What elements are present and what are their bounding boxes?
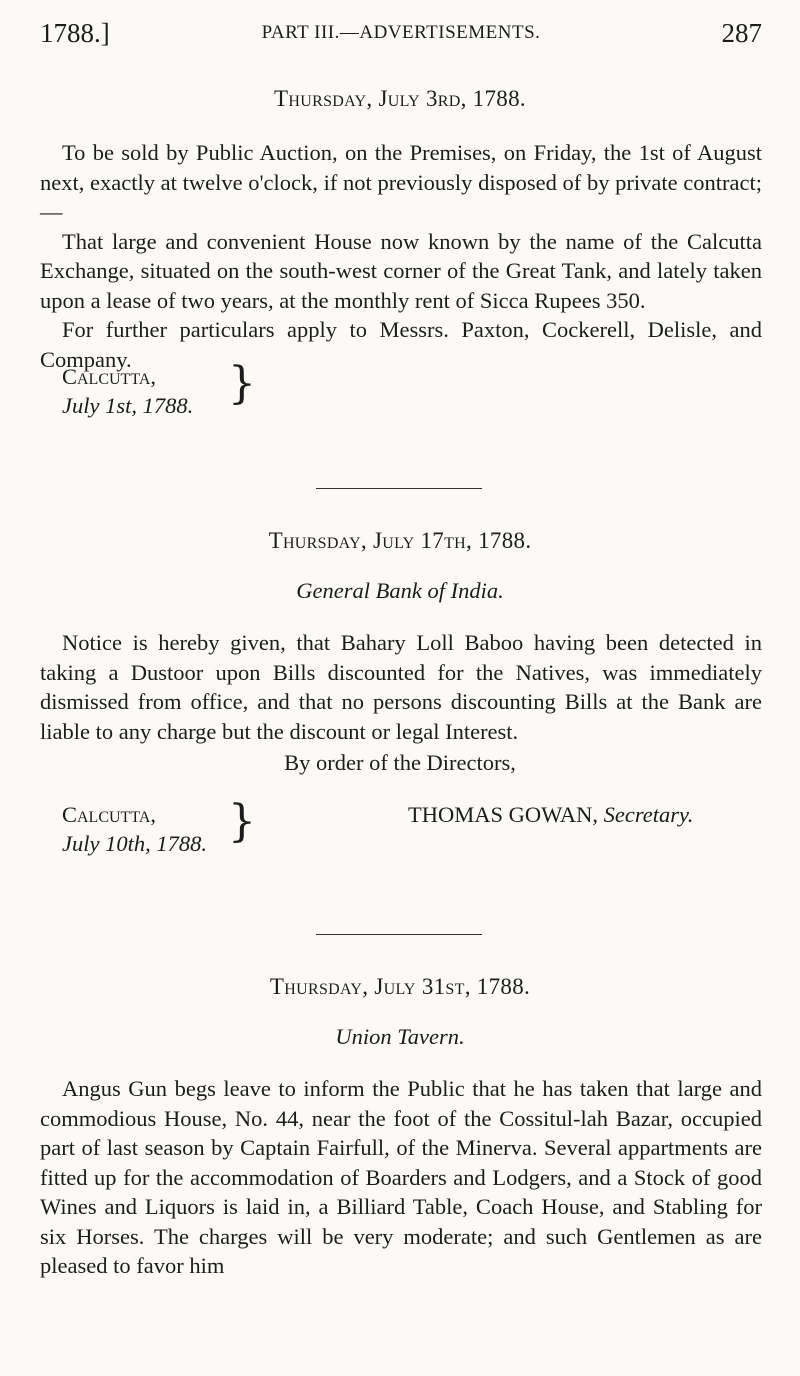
page-number: 287 [721, 18, 762, 48]
ad2-dateline: Thursday, July 17th, 1788. [268, 528, 532, 553]
ad1-place: Calcutta, [62, 364, 157, 389]
ad2-place: Calcutta, [62, 802, 157, 827]
ad1-body [40, 138, 762, 374]
ad2-order: By order of the Directors, [284, 750, 516, 775]
ad3-body [40, 1074, 762, 1281]
ad1-date: July 1st, 1788. [62, 393, 194, 418]
ad3-dateline: Thursday, July 31st, 1788. [269, 974, 531, 999]
ad1-signoff [62, 362, 193, 420]
ad1-paragraph-2: That large and convenient House now known by the name of the Calcutta Exchange, situated on the south-west corner of the Great Tank, and lately taken upon a lease of two years, at the monthly rent of Sicca Rupees 350. [40, 228, 762, 313]
ad2-brace: } [228, 796, 256, 847]
ad2-subtitle: General Bank of India. [296, 578, 504, 603]
ad1-dateline: Thursday, July 3rd, 1788. [274, 86, 526, 111]
ad2-paragraph-1: Notice is hereby given, that Bahary Loll Baboo having been detected in taking a Dustoor upon Bills discounted for the Natives, was immediately dismissed from office, and that no persons discounting Bills at the Bank are liable to any charge but the discount or legal Interest. [40, 630, 762, 744]
ad1-brace: } [228, 358, 256, 409]
ad2-title: Secretary. [603, 802, 694, 827]
separator-rule [316, 488, 482, 489]
ad2-date: July 10th, 1788. [62, 831, 207, 856]
ad3-paragraph-1: Angus Gun begs leave to inform the Public that he has taken that large and commodious House, No. 44, near the foot of the Cossitul-lah Bazar, occupied part of last season by Captain Fairfull, of the Minerva. Several appartments are fitted up for the accommodation of Boarders and Lodgers, and a Stock of good Wines and Liquors is laid in, a Billiard Table, Coach House, and Stabling for six Horses. The charges will be very moderate; and such Gentlemen as are pleased to favor him [40, 1076, 762, 1278]
header-year: 1788.] [40, 18, 110, 48]
ad3-subtitle: Union Tavern. [335, 1024, 465, 1049]
ad2-signature [408, 800, 693, 829]
header-section: PART III.—ADVERTISEMENTS. [261, 22, 541, 43]
ad1-paragraph-1: To be sold by Public Auction, on the Premises, on Friday, the 1st of August next, exactly at twelve o'clock, if not previously disposed of by private contract;— [40, 140, 762, 224]
running-header [40, 18, 762, 58]
ad2-signatory: THOMAS GOWAN, [408, 802, 598, 827]
ad2-signoff [62, 800, 207, 858]
separator-rule [316, 934, 482, 935]
ad2-body [40, 628, 762, 746]
ad1-paragraph-3: For further particulars apply to Messrs. Paxton, Cockerell, Delisle, and Company. [40, 317, 762, 372]
